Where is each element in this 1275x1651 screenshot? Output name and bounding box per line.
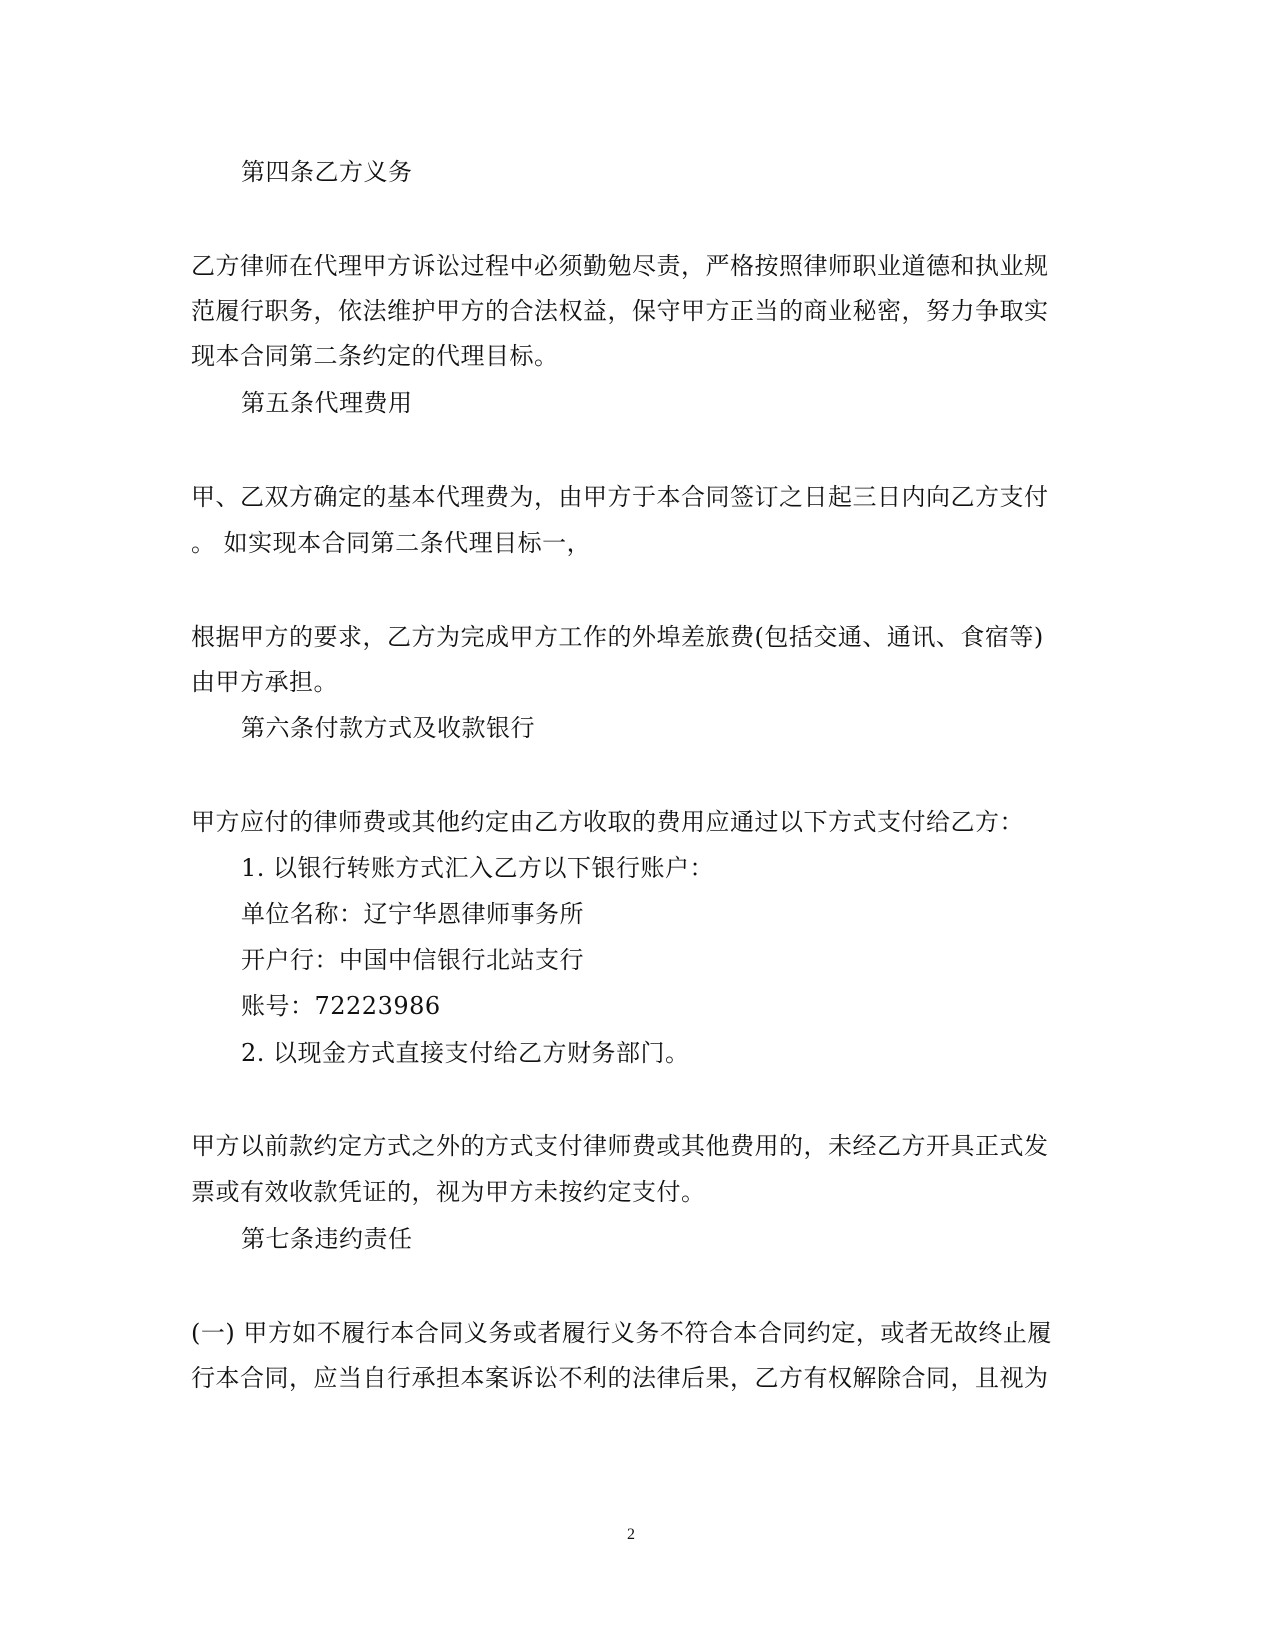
article-4-heading: 第四条乙方义务 [241, 158, 413, 186]
article-5-line-3: 根据甲方的要求，乙方为完成甲方工作的外埠差旅费(包括交通、通讯、食宿等) [191, 623, 1044, 651]
article-5-line-1: 甲、乙双方确定的基本代理费为，由甲方于本合同签订之日起三日内向乙方支付 [191, 483, 1049, 511]
account-number: 账号：72223986 [241, 992, 441, 1020]
article-7-line-1: (一) 甲方如不履行本合同义务或者履行义务不符合本合同约定，或者无故终止履 [191, 1319, 1052, 1347]
article-4-line-3: 现本合同第二条约定的代理目标。 [191, 342, 559, 370]
page-number: 2 [627, 1526, 635, 1543]
article-5-heading: 第五条代理费用 [241, 389, 413, 417]
article-7-heading: 第七条违约责任 [241, 1225, 413, 1253]
article-6-option-2: 2. 以现金方式直接支付给乙方财务部门。 [241, 1039, 690, 1067]
article-6-note-line-2: 票或有效收款凭证的，视为甲方未按约定支付。 [191, 1178, 706, 1206]
article-6-heading: 第六条付款方式及收款银行 [241, 714, 535, 742]
article-5-line-2: 。 如实现本合同第二条代理目标一， [191, 529, 592, 557]
article-4-line-2: 范履行职务，依法维护甲方的合法权益，保守甲方正当的商业秘密，努力争取实 [191, 297, 1049, 325]
article-4-line-1: 乙方律师在代理甲方诉讼过程中必须勤勉尽责，严格按照律师职业道德和执业规 [191, 252, 1049, 280]
article-7-line-2: 行本合同，应当自行承担本案诉讼不利的法律后果，乙方有权解除合同，且视为 [191, 1364, 1049, 1392]
article-6-intro: 甲方应付的律师费或其他约定由乙方收取的费用应通过以下方式支付给乙方： [191, 808, 1024, 836]
account-name: 单位名称：辽宁华恩律师事务所 [241, 900, 584, 928]
article-6-note-line-1: 甲方以前款约定方式之外的方式支付律师费或其他费用的，未经乙方开具正式发 [191, 1132, 1049, 1160]
bank-name: 开户行：中国中信银行北站支行 [241, 946, 584, 974]
article-6-option-1: 1. 以银行转账方式汇入乙方以下银行账户： [241, 854, 715, 882]
article-5-line-4: 由甲方承担。 [191, 668, 338, 696]
